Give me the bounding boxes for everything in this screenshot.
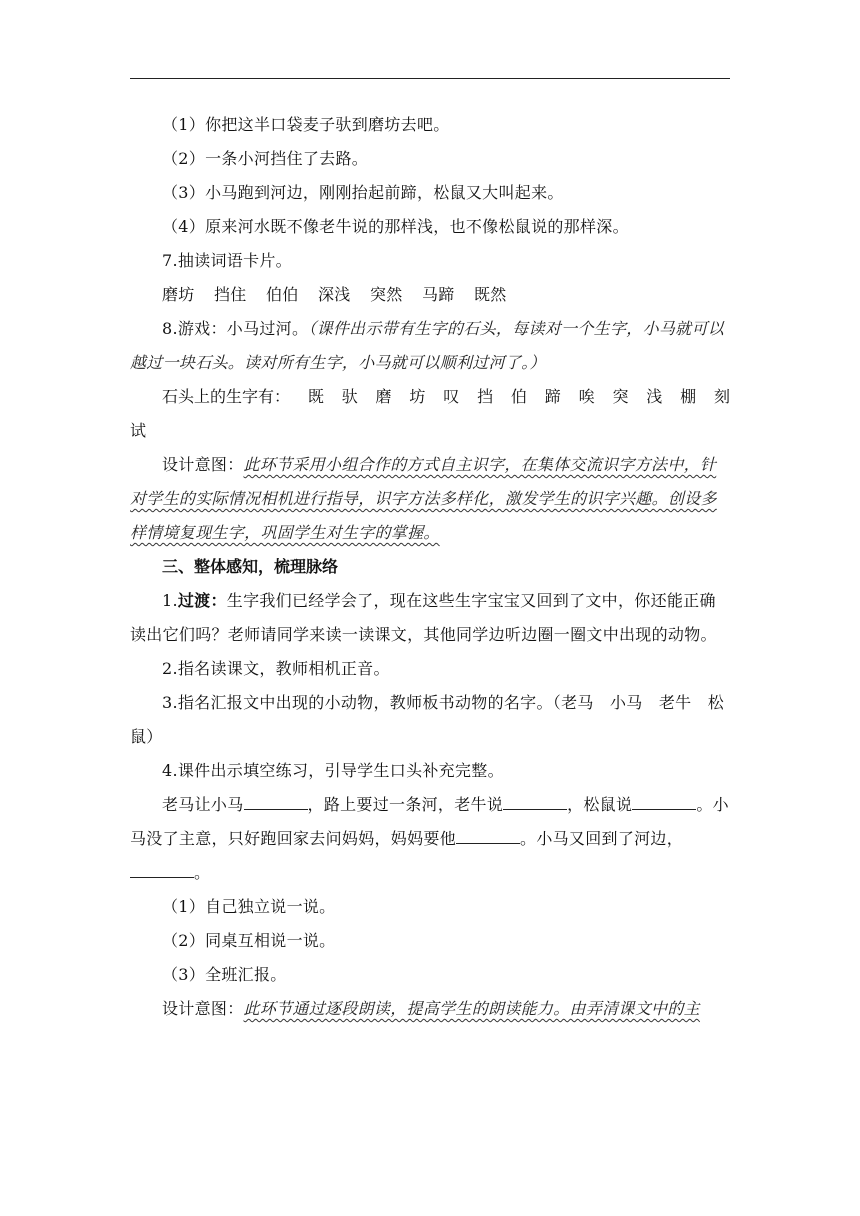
fill-blank bbox=[632, 791, 696, 810]
section-heading: 三、整体感知，梳理脉络 bbox=[162, 557, 339, 576]
stone-char: 刻 bbox=[713, 387, 730, 406]
fill-blank bbox=[244, 791, 308, 810]
stone-char: 棚 bbox=[680, 387, 697, 406]
word-card: 磨坊 bbox=[162, 285, 195, 304]
stones-line-2 bbox=[130, 414, 730, 448]
step-7-title: 7.抽读词语卡片。 bbox=[162, 251, 292, 270]
stones-line bbox=[130, 380, 730, 414]
stone-char: 驮 bbox=[341, 387, 358, 406]
list-item: （1）你把这半口袋麦子驮到磨坊去吧。 bbox=[162, 115, 450, 134]
list-item: （4）原来河水既不像老牛说的那样浅，也不像松鼠说的那样深。 bbox=[162, 217, 629, 236]
fill-text: ，路上要过一条河，老牛说 bbox=[307, 795, 504, 814]
fill-blank bbox=[503, 791, 567, 810]
list-item: （2）同桌互相说一说。 bbox=[162, 931, 336, 950]
word-card: 既然 bbox=[474, 285, 507, 304]
fill-text: ，松鼠说 bbox=[567, 795, 633, 814]
fill-text: 。 bbox=[194, 863, 211, 882]
step-number: 1. bbox=[162, 591, 178, 610]
design-intent-1 bbox=[130, 448, 730, 550]
stone-char: 伯 bbox=[510, 387, 527, 406]
design-intent-2 bbox=[130, 992, 730, 1026]
fill-blank bbox=[130, 859, 194, 878]
header-rule bbox=[130, 78, 730, 79]
stone-char: 叹 bbox=[443, 387, 460, 406]
word-card: 挡住 bbox=[214, 285, 247, 304]
section3-step-2: 2.指名读课文，教师相机正音。 bbox=[162, 659, 390, 678]
list-item: （3）小马跑到河边，刚刚抬起前蹄，松鼠又大叫起来。 bbox=[162, 183, 564, 202]
list-item: （1）自己独立说一说。 bbox=[162, 897, 336, 916]
section3-step-4: 4.课件出示填空练习，引导学生口头补充完整。 bbox=[162, 761, 504, 780]
stones-block bbox=[130, 380, 730, 448]
fill-text: 老马让小马 bbox=[162, 795, 244, 814]
word-card: 马蹄 bbox=[422, 285, 455, 304]
stone-char: 挡 bbox=[477, 387, 494, 406]
fill-blank bbox=[456, 825, 520, 844]
section3-step-1 bbox=[130, 584, 730, 652]
list-item: （2）一条小河挡住了去路。 bbox=[162, 149, 369, 168]
stone-char: 坊 bbox=[409, 387, 426, 406]
transition-label: 过渡： bbox=[177, 591, 227, 610]
design-intent-label: 设计意图： bbox=[162, 455, 244, 474]
stone-char: 浅 bbox=[646, 387, 663, 406]
list-item: （3）全班汇报。 bbox=[162, 965, 287, 984]
stone-char: 既 bbox=[307, 387, 324, 406]
fill-text: 。小马又回到了河边， bbox=[520, 829, 684, 848]
word-card: 深浅 bbox=[318, 285, 351, 304]
section3-step-3: 3.指名汇报文中出现的小动物，教师板书动物的名字。（老马 小马 老牛 松鼠） bbox=[130, 693, 725, 746]
stone-char: 唉 bbox=[578, 387, 595, 406]
stones-label: 石头上的生字有： bbox=[162, 387, 291, 406]
document-body bbox=[130, 108, 730, 1026]
design-intent-text: 此环节采用小组合作的方式自主识字，在集体交流识字方法中，针对学生的实际情况相机进行指导，识字方法多样化，激发学生的识字兴趣。创设多样情境复现生字，巩固学生对生字的掌握。 bbox=[130, 455, 717, 542]
step-8 bbox=[130, 312, 730, 380]
word-card: 伯伯 bbox=[266, 285, 299, 304]
fill-text: 。小马没了主意，只好跑回家去问妈妈，妈妈要他 bbox=[130, 795, 729, 848]
step-8-label: 8.游戏：小马过河。 bbox=[162, 319, 309, 338]
stone-char: 磨 bbox=[375, 387, 392, 406]
word-card: 突然 bbox=[370, 285, 403, 304]
stone-char: 突 bbox=[612, 387, 629, 406]
stone-char: 试 bbox=[130, 421, 147, 440]
stone-char: 蹄 bbox=[544, 387, 561, 406]
transition-text: 生字我们已经学会了，现在这些生字宝宝又回到了文中，你还能正确读出它们吗？老师请同学来读一读课文，其他同学边听边圈一圈文中出现的动物。 bbox=[130, 591, 717, 644]
word-cards bbox=[130, 278, 730, 312]
fill-in-exercise bbox=[130, 788, 730, 890]
step-8-note: （课件出示带有生字的石头，每读对一个生字，小马就可以越过一块石头。读对所有生字，小马就可以顺利过河了。） bbox=[130, 319, 725, 372]
design-intent-label: 设计意图： bbox=[162, 999, 244, 1018]
design-intent-text: 此环节通过逐段朗读，提高学生的朗读能力。由弄清课文中的主 bbox=[243, 999, 700, 1018]
